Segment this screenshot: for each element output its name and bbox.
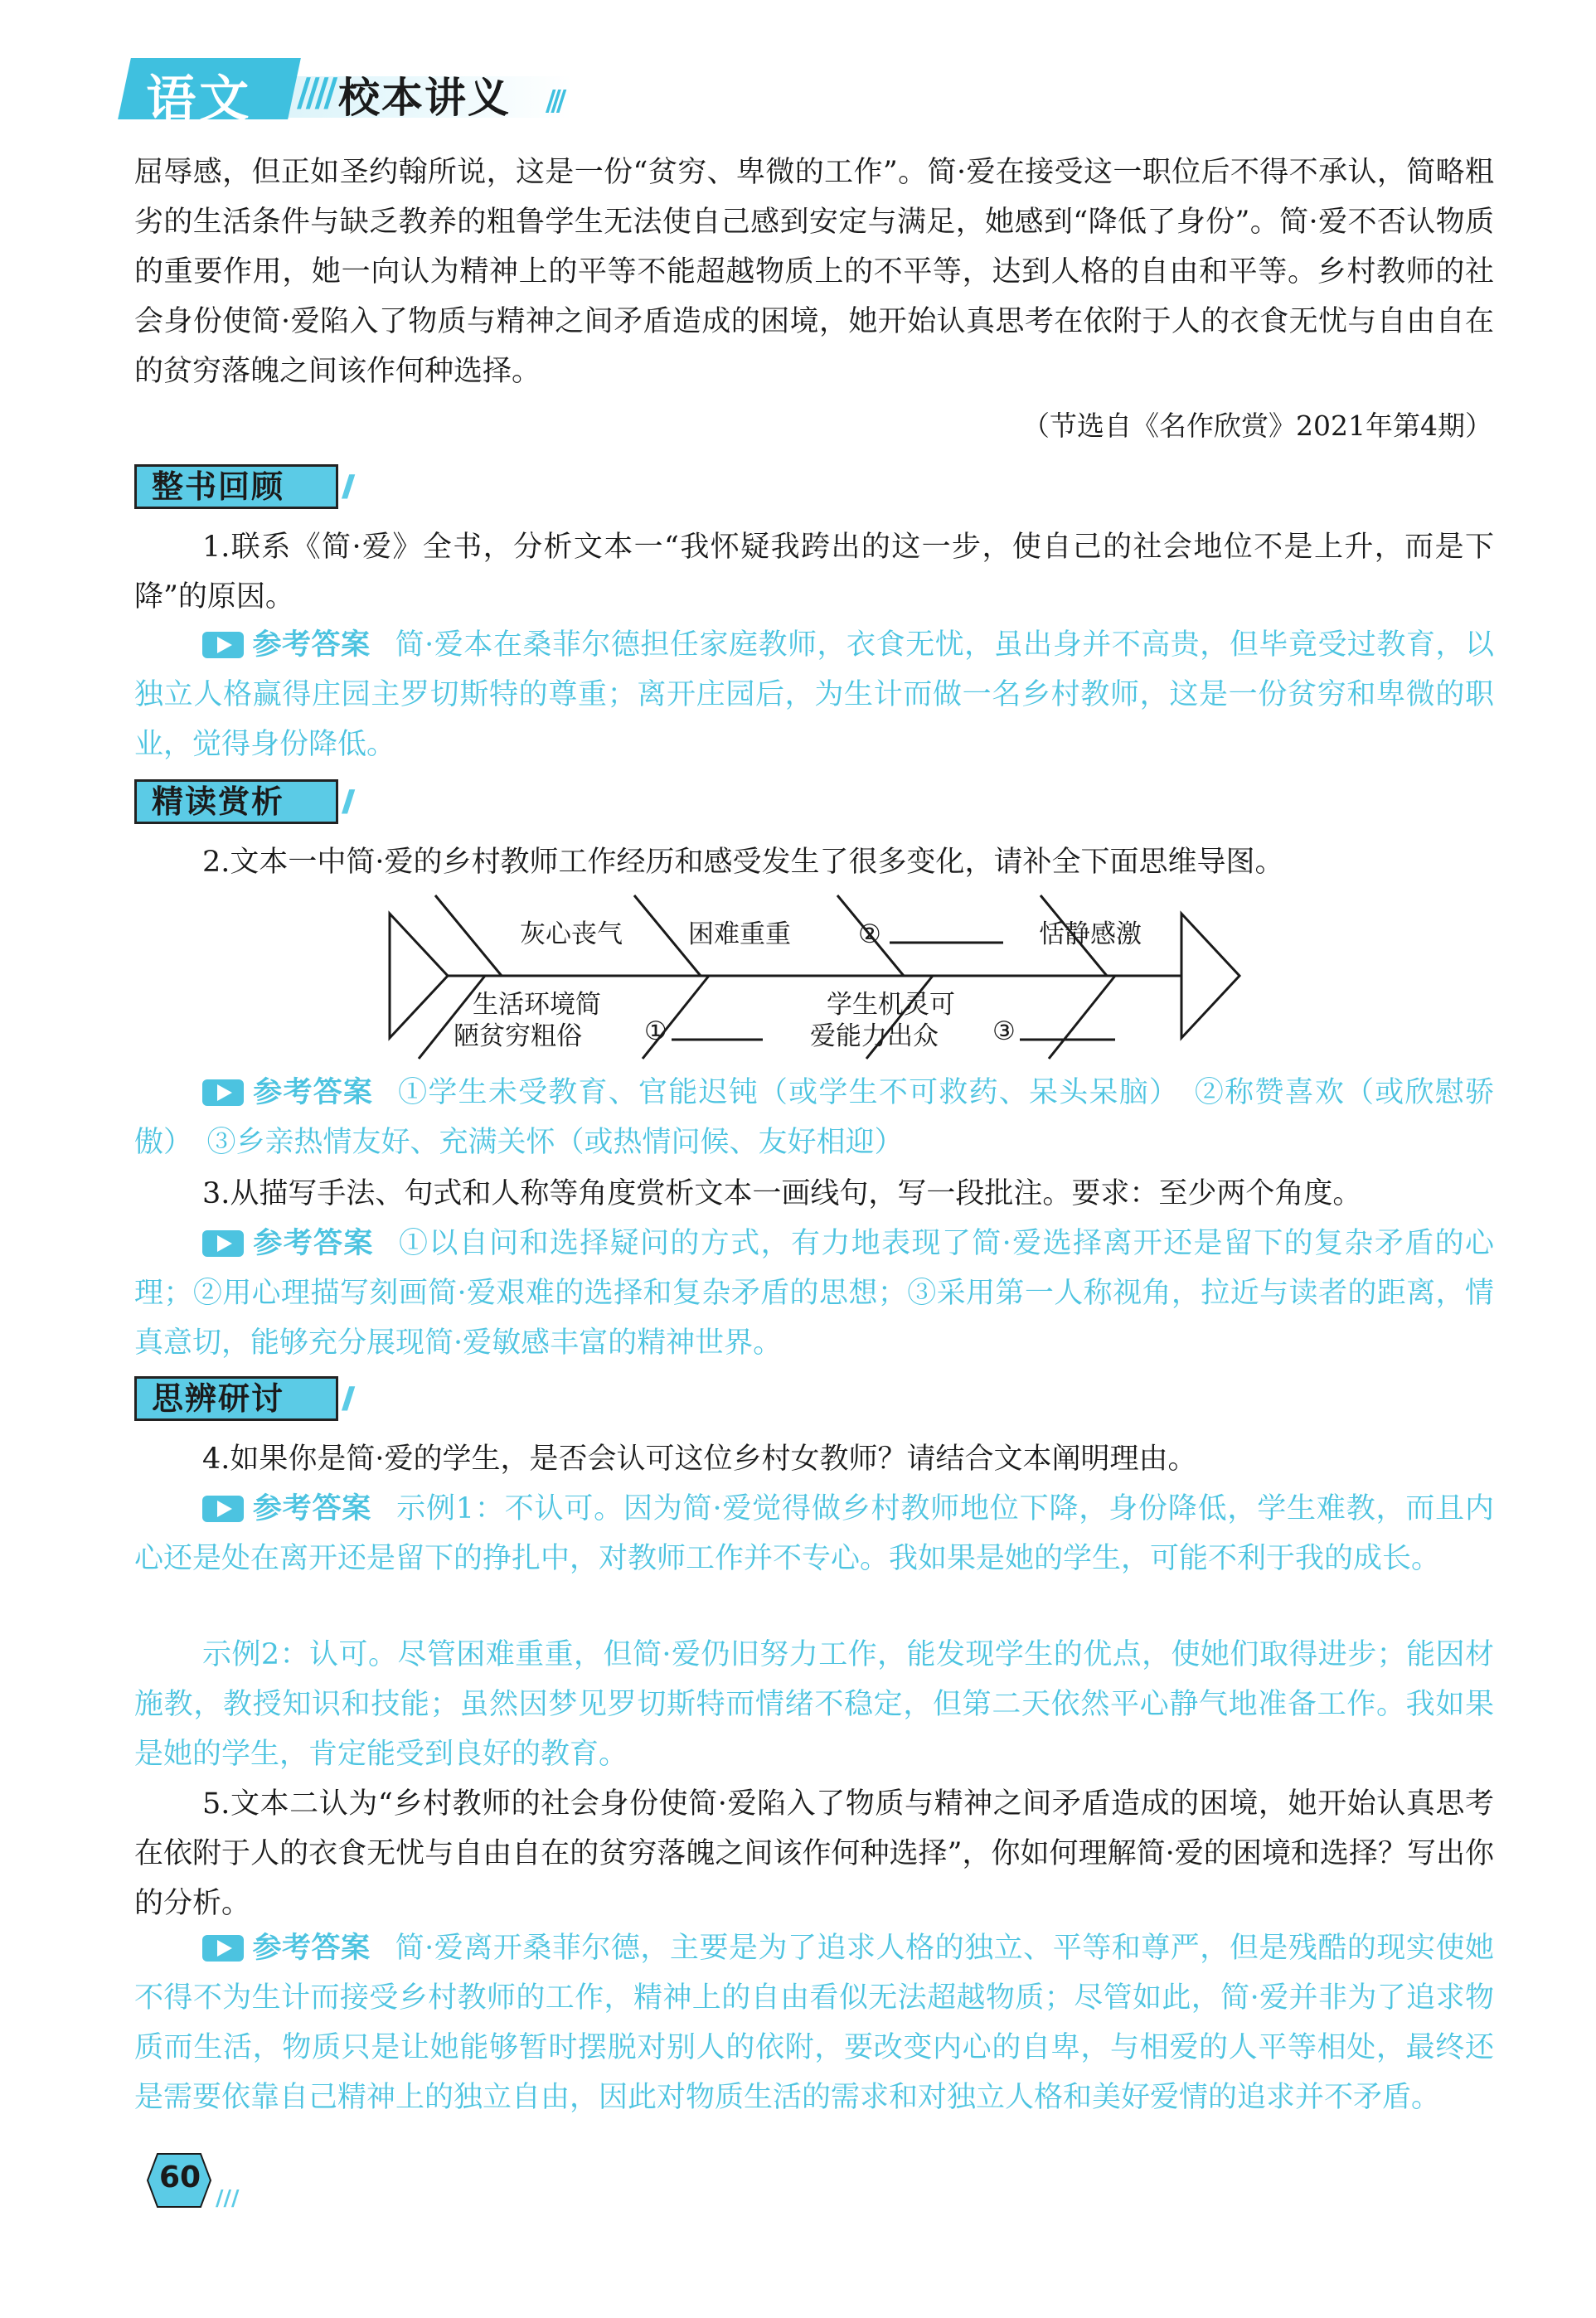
answer-5: 参考答案 简·爱离开桑菲尔德，主要是为了追求人格的独立、平等和尊严，但是残酷的现实使她不得不为生计而接受乡村教师的工作，精神上的自由看似无法超越物质；尽管如此，简·爱并非为了追求物质而生活，物质只是让她能够暂时摆脱对别人的依附，要改变内心的自卑，与相爱的人平等相处，最终还是需要依靠自己精神上的独立自由，因此对物质生活的需求和对独立人格和美好爱情的追求并不矛盾。: [134, 1932, 1494, 2114]
map-label-top-1: 灰心丧气: [520, 919, 623, 949]
header-slashes-icon: ////: [297, 70, 333, 114]
subject-label: 语文: [146, 70, 253, 129]
map-label-bottom-3a: 学生机灵可: [827, 990, 955, 1020]
header-title: 校本讲义: [338, 74, 511, 122]
svg-text:///: ///: [216, 2186, 240, 2211]
section-title: 思辨研讨: [152, 1380, 285, 1417]
map-label-top-2: 困难重重: [688, 919, 791, 949]
section-title: 精读赏析: [152, 783, 285, 820]
subject-badge: [118, 58, 301, 129]
section-slashes-icon: //: [342, 469, 347, 503]
question-3: 3.从描写手法、句式和人称等角度赏析文本一画线句，写一段批注。要求：至少两个角度。: [202, 1177, 1362, 1210]
answer-4-example-2: 示例2：认可。尽管困难重重，但简·爱仍旧努力工作，能发现学生的优点，使她们取得进步；能因材施教，教授知识和技能；虽然因梦见罗切斯特而情绪不稳定，但第二天依然平心静气地准备工作。我如果是她的学生，肯定能受到良好的教育。: [134, 1638, 1494, 1771]
arrow-icon: [202, 1935, 244, 1962]
arrow-icon: [202, 1496, 244, 1522]
map-label-bottom-1a: 生活环境简: [473, 990, 601, 1020]
question-1: 1.联系《简·爱》全书，分析文本一“我怀疑我跨出的这一步，使自己的社会地位不是上升，而是下降”的原因。: [134, 531, 1494, 613]
answer-3: 参考答案 ①以自问和选择疑问的方式，有力地表现了简·爱选择离开还是留下的复杂矛盾的心理；②用心理描写刻画简·爱艰难的选择和复杂矛盾的思想；③采用第一人称视角，拉近与读者的距离，情真意切，能够充分展现简·爱敏感丰富的精神世界。: [134, 1227, 1494, 1360]
question-2: 2.文本一中简·爱的乡村教师工作经历和感受发生了很多变化，请补全下面思维导图。: [202, 846, 1284, 879]
page-number: 60: [159, 2160, 201, 2194]
page-header: [124, 51, 589, 130]
source-citation: （节选自《名作欣赏》2021年第4期）: [1022, 410, 1492, 442]
map-label-bottom-1b: 陋贫穷粗俗: [454, 1021, 582, 1051]
map-label-bottom-3b: 爱能力出众: [810, 1021, 939, 1051]
arrow-icon: [202, 632, 244, 658]
arrow-icon: [202, 1079, 244, 1106]
page-number-badge: [133, 2147, 240, 2214]
answer-2: 参考答案 ①学生未受教育、官能迟钝（或学生不可救药、呆头呆脑） ②称赞喜欢（或欣慰骄傲） ③乡亲热情友好、充满关怀（或热情问候、友好相迎）: [134, 1076, 1494, 1159]
question-5: 5.文本二认为“乡村教师的社会身份使简·爱陷入了物质与精神之间矛盾造成的困境，她开始认真思考在依附于人的衣食无忧与自由自在的贫穷落魄之间该作何种选择”，你如何理解简·爱的困境和选择？写出你的分析。: [134, 1787, 1494, 1920]
fishbone-mind-map: [386, 889, 1256, 1064]
map-label-top-4: 恬静感激: [1039, 919, 1142, 949]
arrow-icon: [202, 1230, 244, 1257]
answer-1: 参考答案 简·爱本在桑菲尔德担任家庭教师，衣食无忧，虽出身并不高贵，但毕竟受过教育，以独立人格赢得庄园主罗切斯特的尊重；离开庄园后，为生计而做一名乡村教师，这是一份贫穷和卑微的职业，觉得身份降低。: [134, 628, 1494, 761]
section-slashes-icon: //: [342, 1381, 347, 1415]
question-4: 4.如果你是简·爱的学生，是否会认可这位乡村女教师？请结合文本阐明理由。: [202, 1443, 1197, 1476]
map-blank-3: ③: [992, 1016, 1016, 1046]
section-title: 整书回顾: [152, 468, 285, 505]
header-slashes-icon: ///: [546, 85, 562, 118]
map-blank-1: ①: [644, 1016, 667, 1046]
intro-paragraph: 屈辱感，但正如圣约翰所说，这是一份“贫穷、卑微的工作”。简·爱在接受这一职位后不得不承认，简略粗劣的生活条件与缺乏教养的粗鲁学生无法使自己感到安定与满足，她感到“降低了身份”。简·爱不否认物质的重要作用，她一向认为精神上的平等不能超越物质上的不平等，达到人格的自由和平等。乡村教师的社会身份使简·爱陷入了物质与精神之间矛盾造成的困境，她开始认真思考在依附于人的衣食无忧与自由自在的贫穷落魄之间该作何种选择。: [134, 156, 1494, 388]
section-slashes-icon: //: [342, 784, 347, 818]
answer-4-example-1: 参考答案 示例1：不认可。因为简·爱觉得做乡村教师地位下降，身份降低，学生难教，而且内心还是处在离开还是留下的挣扎中，对教师工作并不专心。我如果是她的学生，可能不利于我的成长。: [134, 1492, 1494, 1575]
map-blank-2: ②: [858, 919, 881, 949]
